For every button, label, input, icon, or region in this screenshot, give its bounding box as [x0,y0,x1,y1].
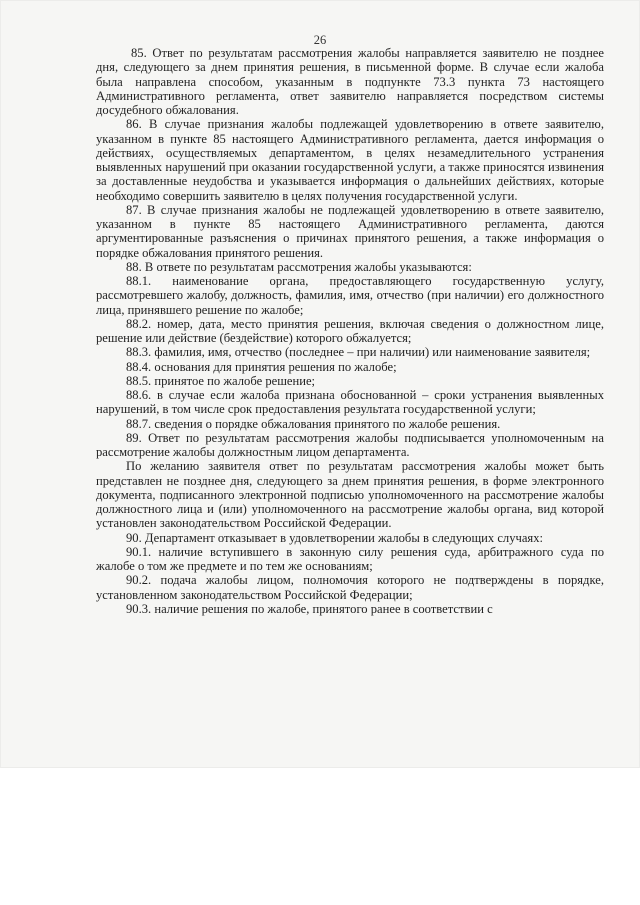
paragraph-86: 86. В случае признания жалобы подлежащей удовлетворению в ответе заявителю, указанном в пункте 85 настоящего Административного регламента, дается информация о действиях, осуществляемых департаментом, в целях незамедлительного устранения выявленных нарушений при оказании государственной услуги, а также приносятся извинения за доставленные неудобства и указывается информация о дальнейших действиях, которые необходимо совершить заявителю в целях получения государственной услуги. [96,117,604,203]
paragraph-88-3: 88.3. фамилия, имя, отчество (последнее – при наличии) или наименование заявителя; [126,345,591,360]
paragraph-88-5: 88.5. принятое по жалобе решение; [126,373,316,388]
page-number: 26 [313,33,327,47]
paragraph-88-6: 88.6. в случае если жалоба признана обоснованной – сроки устранения выявленных нарушений, в том числе срок предоставления результата государственной услуги; [96,388,604,417]
paragraph-90: 90. Департамент отказывает в удовлетворении жалобы в следующих случаях: [126,530,544,545]
paragraph-89: 89. Ответ по результатам рассмотрения жалобы подписывается уполномоченным на рассмотрение жалобы должностным лицом департамента. [96,430,604,459]
paragraph-88-1: 88.1. наименование органа, предоставляющего государственную услугу, рассмотревшего жалобу, должность, фамилия, имя, отчество (при наличии) его должностного лица, принявшего решение по жалобе; [96,274,604,317]
paragraph-88: 88. В ответе по результатам рассмотрения жалобы указываются: [126,259,472,274]
paragraph-85: 85. Ответ по результатам рассмотрения жалобы направляется заявителю не позднее дня, следующего за днем принятия решения, в письменной форме. В случае если жалоба была направлена способом, указанным в подпункте 73.3 пункта 73 настоящего Административного регламента, ответ заявителю направляется посредством системы досудебного обжалования. [96,46,604,117]
paragraph-90-1: 90.1. наличие вступившего в законную силу решения суда, арбитражного суда по жалобе о том же предмете и по тем же основаниям; [96,544,604,573]
paragraph-87: 87. В случае признания жалобы не подлежащей удовлетворению в ответе заявителю, указанном в пункте 85 настоящего Административного регламента, даются аргументированные разъяснения о причинах принятого решения, а также информация о порядке обжалования принятого решения. [96,202,604,260]
paragraph-88-7: 88.7. сведения о порядке обжалования принятого по жалобе решения. [126,416,501,431]
paragraph-88-4: 88.4. основания для принятия решения по жалобе; [126,359,397,374]
paragraph-90-3: 90.3. наличие решения по жалобе, принятого ранее в соответствии с [126,601,493,616]
paragraph-88-2: 88.2. номер, дата, место принятия решения, включая сведения о должностном лице, решение или действие (бездействие) которого обжалуется; [96,316,604,345]
blank-area [0,768,640,905]
paragraph-89-electronic: По желанию заявителя ответ по результатам рассмотрения жалобы может быть представлен не позднее дня, следующего за днем принятия решения, в форме электронного документа, подписанного электронной подписью уполномоченного на рассмотрение жалобы должностного лица и (или) уполномоченного на рассмотрение жалобы органа, вид которой установлен законодательством Российской Федерации. [96,459,604,531]
document-body [96,46,604,616]
paragraph-90-2: 90.2. подача жалобы лицом, полномочия которого не подтверждены в порядке, установленном законодательством Российской Федерации; [96,573,604,602]
